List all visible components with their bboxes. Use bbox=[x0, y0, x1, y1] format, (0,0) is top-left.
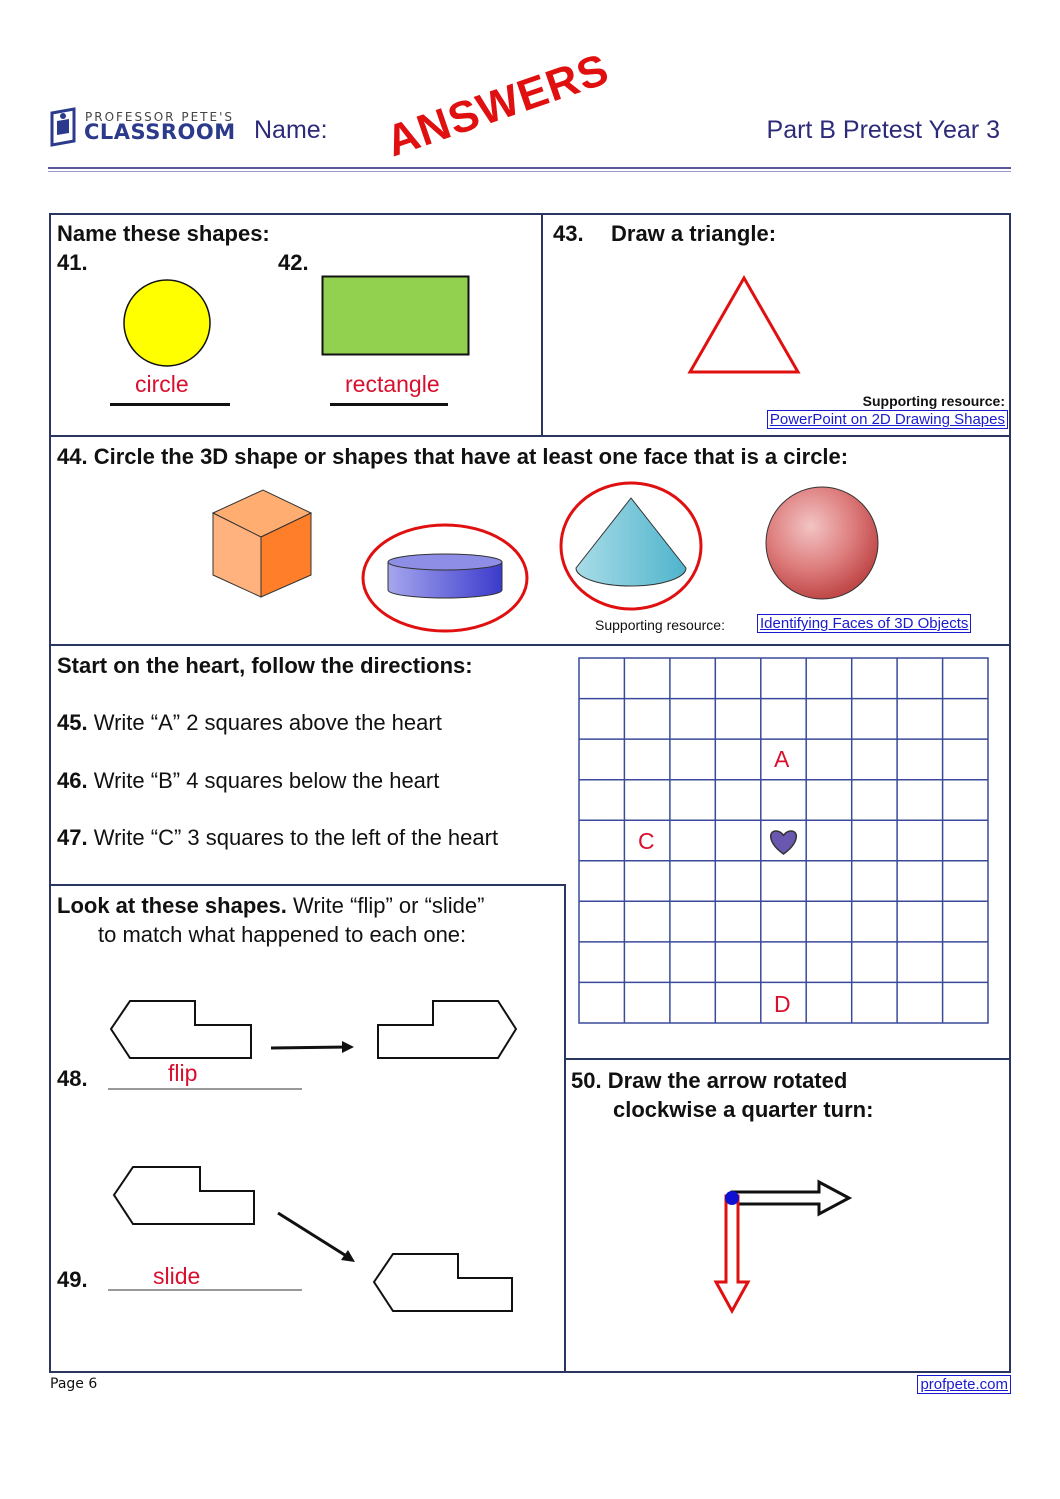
name-label: Name: bbox=[254, 116, 328, 144]
q46-text: Write “B” 4 squares below the heart bbox=[93, 768, 440, 793]
page-number: Page 6 bbox=[50, 1376, 98, 1392]
table-left-border bbox=[49, 213, 51, 1373]
rotated-arrow-answer bbox=[700, 1170, 860, 1320]
triangle-answer bbox=[684, 272, 806, 378]
table-top-border bbox=[49, 213, 1011, 215]
flip-slide-heading bbox=[57, 893, 484, 919]
answer-41-line bbox=[110, 403, 230, 406]
divider-41-43 bbox=[541, 213, 543, 436]
q45 bbox=[57, 710, 442, 736]
q47-text: Write “C” 3 squares to the left of the heart bbox=[93, 825, 499, 850]
footer-link[interactable]: profpete.com bbox=[917, 1375, 1011, 1394]
rectangle-shape bbox=[321, 275, 471, 358]
heart-icon bbox=[771, 831, 797, 854]
q48-blank bbox=[108, 1088, 302, 1090]
grid-letter-d: D bbox=[774, 991, 791, 1017]
divider-directions bbox=[49, 884, 566, 886]
answer-42-line bbox=[330, 403, 448, 406]
table-bottom-border bbox=[49, 1371, 1011, 1373]
q45-number: 45. bbox=[57, 710, 88, 735]
q44-text: 44. Circle the 3D shape or shapes that have at least one face that is a circle: bbox=[57, 444, 849, 469]
answers-stamp: ANSWERS bbox=[380, 44, 616, 167]
logo-tagline: PROFESSOR PETE'S bbox=[85, 110, 234, 124]
q50-line2: clockwise a quarter turn: bbox=[613, 1097, 874, 1122]
directions-heading: Start on the heart, follow the directions: bbox=[57, 653, 473, 678]
q43-resource-link[interactable]: PowerPoint on 2D Drawing Shapes bbox=[767, 410, 1008, 429]
table-right-border bbox=[1009, 213, 1011, 1373]
circle-shape bbox=[120, 276, 214, 370]
q48-number: 48. bbox=[57, 1066, 88, 1091]
flip-slide-heading-rest: Write “flip” or “slide” bbox=[286, 893, 485, 918]
q41-number: 41. bbox=[57, 250, 88, 275]
divider-q50 bbox=[564, 1058, 1011, 1060]
q48-answer: flip bbox=[168, 1060, 198, 1086]
cube-shape bbox=[205, 485, 320, 603]
q44-resource-link[interactable]: Identifying Faces of 3D Objects bbox=[757, 614, 971, 633]
slide-shapes bbox=[108, 1163, 522, 1315]
logo-wordmark: CLASSROOM bbox=[84, 120, 236, 144]
divider-flip-50 bbox=[564, 884, 566, 1372]
cone-circled bbox=[558, 480, 706, 612]
q46-number: 46. bbox=[57, 768, 88, 793]
grid-letter-c: C bbox=[638, 828, 655, 854]
q43-text: Draw a triangle: bbox=[611, 221, 777, 246]
q49-blank bbox=[108, 1289, 302, 1291]
cylinder-circled bbox=[360, 522, 532, 634]
q43-resource-label: Supporting resource: bbox=[862, 393, 1005, 409]
q43-number: 43. bbox=[553, 221, 584, 246]
grid-letter-a: A bbox=[774, 746, 790, 772]
answer-42: rectangle bbox=[345, 371, 440, 397]
q44-resource-label: Supporting resource: bbox=[595, 617, 725, 633]
answer-41: circle bbox=[135, 371, 189, 397]
classroom-logo-icon bbox=[48, 107, 78, 147]
shapes-heading: Name these shapes: bbox=[57, 221, 270, 246]
flip-slide-heading-bold: Look at these shapes. bbox=[57, 893, 287, 918]
q50-line1: 50. Draw the arrow rotated bbox=[571, 1068, 848, 1093]
divider-row1 bbox=[49, 435, 1011, 437]
q47 bbox=[57, 825, 498, 851]
q49-number: 49. bbox=[57, 1267, 88, 1292]
q42-number: 42. bbox=[278, 250, 309, 275]
q45-text: Write “A” 2 squares above the heart bbox=[93, 710, 442, 735]
rotation-point-icon bbox=[725, 1191, 739, 1205]
header-rule-thin bbox=[48, 171, 1011, 172]
sphere-shape bbox=[762, 484, 882, 602]
header-rule bbox=[48, 167, 1011, 169]
flip-slide-heading-line2: to match what happened to each one: bbox=[98, 922, 467, 947]
q46 bbox=[57, 768, 439, 794]
page-title: Part B Pretest Year 3 bbox=[766, 116, 1000, 144]
q47-number: 47. bbox=[57, 825, 88, 850]
flip-shapes bbox=[108, 997, 522, 1063]
q49-answer: slide bbox=[153, 1263, 201, 1289]
divider-row2 bbox=[49, 644, 1011, 646]
